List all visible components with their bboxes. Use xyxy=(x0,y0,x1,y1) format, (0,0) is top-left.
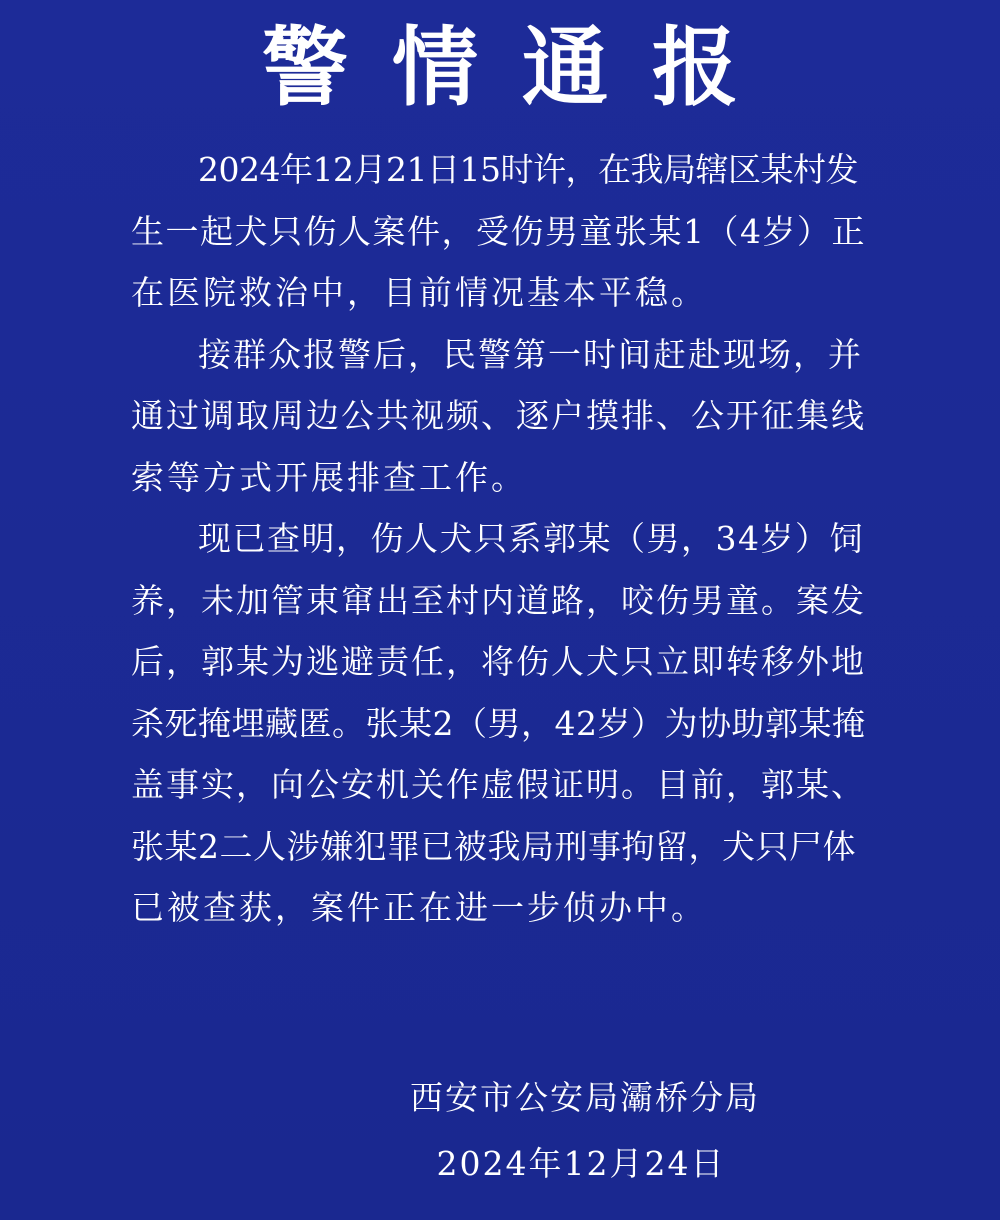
body-line: 在医院救治中，目前情况基本平稳。 xyxy=(131,273,707,312)
notice-body xyxy=(131,139,866,939)
body-line: 盖事实，向公安机关作虚假证明。目前，郭某、 xyxy=(131,765,866,804)
body-line: 生一起犬只伤人案件，受伤男童张某1（4岁）正 xyxy=(131,211,866,251)
body-line: 2024年12月21日15时许，在我局辖区某村发 xyxy=(198,150,858,189)
notice-title: 警情通报 xyxy=(262,18,782,118)
body-line: 索等方式开展排查工作。 xyxy=(131,457,527,497)
body-line: 张某2二人涉嫌犯罪已被我局刑事拘留，犬只尸体 xyxy=(131,826,856,866)
paragraph-investigation xyxy=(131,324,866,509)
body-line: 已被查获，案件正在进一步侦办中。 xyxy=(131,888,707,927)
body-line: 接群众报警后，民警第一时间赶赴现场，并 xyxy=(198,334,863,374)
body-line: 杀死掩埋藏匿。张某2（男，42岁）为协助郭某掩 xyxy=(131,703,866,743)
body-line: 后，郭某为逃避责任，将伤人犬只立即转移外地 xyxy=(131,642,866,681)
body-line: 养，未加管束窜出至村内道路，咬伤男童。案发 xyxy=(131,580,866,620)
paragraph-findings xyxy=(131,508,866,939)
body-line: 通过调取周边公共视频、逐户摸排、公开征集线 xyxy=(131,396,866,435)
body-line: 现已查明，伤人犬只系郭某（男，34岁）饲 xyxy=(198,519,864,558)
issuer-name: 西安市公安局灞桥分局 xyxy=(410,1078,760,1117)
issue-date: 2024年12月24日 xyxy=(436,1144,726,1183)
paragraph-incident xyxy=(131,139,866,324)
